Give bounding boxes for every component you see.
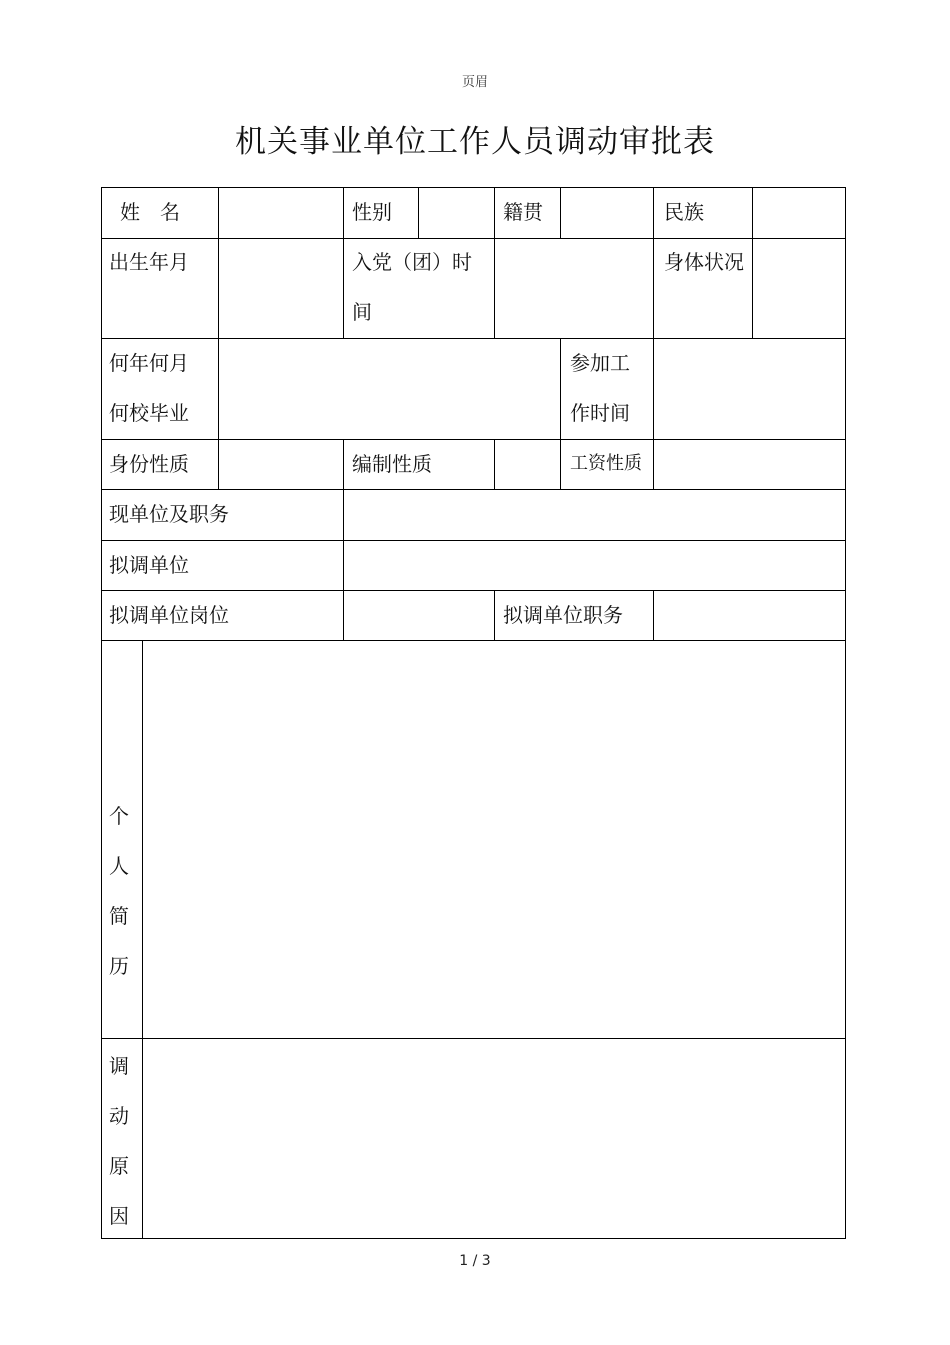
document-title: 机关事业单位工作人员调动审批表 (235, 124, 715, 160)
target-duty-label: 拟调单位职务 (503, 603, 623, 627)
target-unit-label: 拟调单位 (109, 553, 189, 577)
current-unit-label: 现单位及职务 (109, 502, 229, 526)
reason-char: 原 (109, 1154, 129, 1178)
col-divider (142, 640, 143, 1239)
reason-char: 动 (109, 1104, 129, 1128)
native-place-label: 籍贯 (503, 200, 543, 224)
page-header: 页眉 (461, 75, 488, 90)
col-divider (418, 187, 419, 238)
col-divider (653, 590, 654, 640)
salary-label: 工资性质 (570, 453, 642, 474)
col-divider (653, 187, 654, 489)
col-divider (343, 439, 344, 640)
reason-label (109, 1041, 133, 1241)
work-start-label-line2: 作时间 (570, 401, 630, 425)
name-label: 姓 名 (120, 200, 180, 224)
gender-label: 性别 (352, 200, 392, 224)
row-divider (101, 1038, 846, 1039)
target-post-label: 拟调单位岗位 (109, 603, 229, 627)
graduation-label-line2: 何校毕业 (109, 401, 189, 425)
reason-char: 调 (109, 1054, 129, 1078)
row-divider (101, 540, 846, 541)
graduation-label-line1: 何年何月 (109, 351, 189, 375)
resume-char: 简 (109, 904, 129, 928)
work-start-label-line1: 参加工 (570, 351, 630, 375)
resume-char: 历 (109, 954, 129, 978)
resume-char: 人 (109, 854, 129, 878)
resume-char: 个 (109, 804, 129, 828)
col-divider (494, 590, 495, 640)
page-number: 1 / 3 (459, 1253, 491, 1269)
ethnicity-label: 民族 (664, 200, 704, 224)
col-divider (560, 338, 561, 489)
party-join-label-line1: 入党（团）时 (352, 250, 472, 274)
identity-label: 身份性质 (109, 452, 189, 476)
reason-char: 因 (109, 1204, 129, 1228)
health-label: 身体状况 (664, 250, 744, 274)
party-join-label-line2: 间 (352, 300, 372, 324)
approval-form-table (101, 187, 846, 1239)
row-divider (101, 439, 846, 440)
row-divider (101, 338, 846, 339)
resume-label (109, 791, 133, 991)
staffing-label: 编制性质 (352, 452, 432, 476)
col-divider (494, 439, 495, 489)
col-divider (343, 187, 344, 338)
row-divider (101, 640, 846, 641)
birth-label: 出生年月 (109, 250, 189, 274)
col-divider (218, 187, 219, 489)
col-divider (752, 187, 753, 338)
col-divider (560, 187, 561, 238)
col-divider (494, 187, 495, 338)
